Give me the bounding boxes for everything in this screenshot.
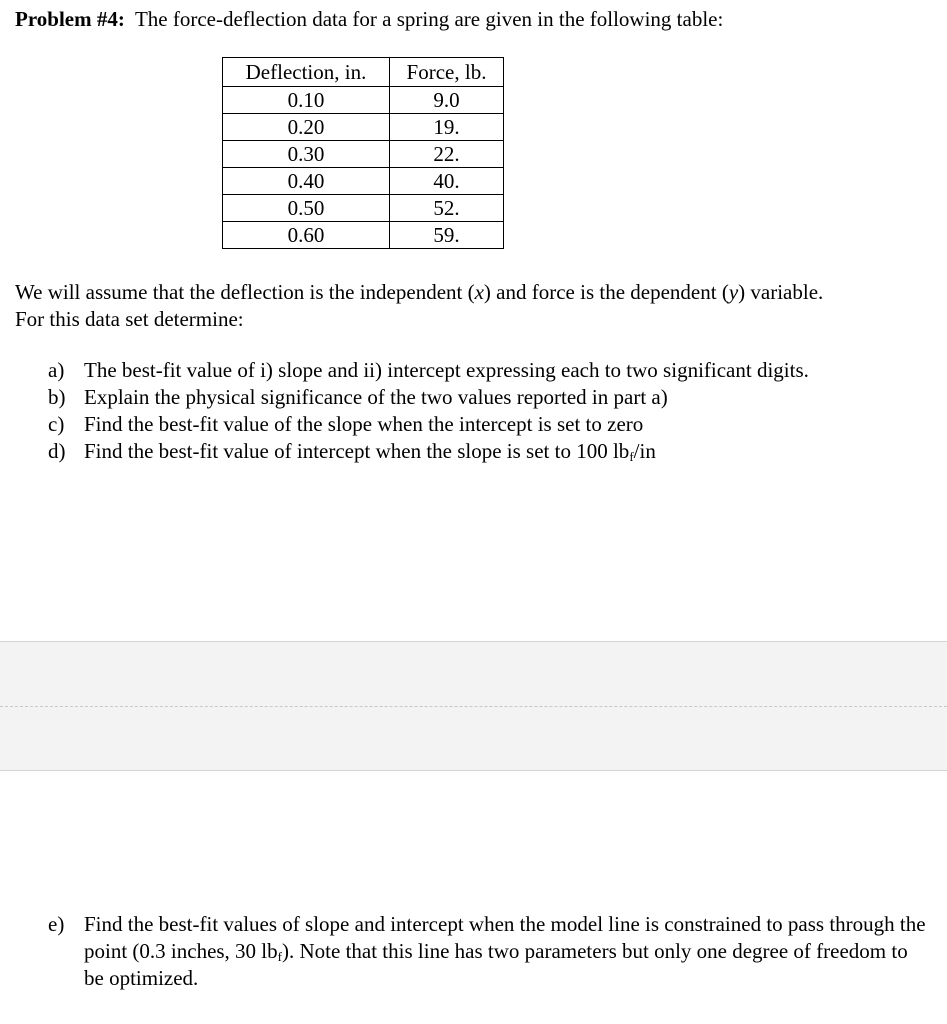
force-cell: 9.0 bbox=[390, 87, 504, 114]
intro-text: We will assume that the deflection is the independent ( bbox=[15, 280, 475, 304]
question-text: The best-fit value of i) slope and ii) intercept expressing each to two significant digits. bbox=[84, 358, 809, 382]
question-text: Explain the physical significance of the two values reported in part a) bbox=[84, 385, 668, 409]
question-label: e) bbox=[48, 912, 65, 936]
question-item bbox=[48, 411, 809, 438]
column-header-force: Force, lb. bbox=[390, 58, 504, 87]
variable-y: y bbox=[728, 280, 739, 304]
table-row bbox=[223, 168, 504, 195]
intro-line-2: For this data set determine: bbox=[15, 307, 244, 331]
table-row bbox=[223, 141, 504, 168]
table-row bbox=[223, 114, 504, 141]
table-row bbox=[223, 222, 504, 249]
problem-title bbox=[15, 3, 723, 35]
force-cell: 19. bbox=[390, 114, 504, 141]
question-item bbox=[48, 438, 809, 465]
force-cell: 52. bbox=[390, 195, 504, 222]
table-row bbox=[223, 195, 504, 222]
dotted-divider bbox=[0, 706, 947, 707]
problem-label: Problem #4: bbox=[15, 7, 125, 31]
question-label: c) bbox=[48, 412, 65, 436]
page-separator-band bbox=[0, 641, 947, 771]
force-deflection-table bbox=[222, 57, 504, 249]
deflection-cell: 0.60 bbox=[223, 222, 390, 249]
problem-statement: The force-deflection data for a spring are given in the following table: bbox=[134, 7, 724, 31]
column-header-deflection: Deflection, in. bbox=[223, 58, 390, 87]
question-item bbox=[48, 357, 809, 384]
question-item bbox=[48, 384, 809, 411]
question-text: Find the best-fit value of the slope when the intercept is set to zero bbox=[84, 412, 644, 436]
deflection-cell: 0.10 bbox=[223, 87, 390, 114]
force-cell: 59. bbox=[390, 222, 504, 249]
force-cell: 22. bbox=[390, 141, 504, 168]
deflection-cell: 0.50 bbox=[223, 195, 390, 222]
question-item-e bbox=[48, 911, 928, 992]
deflection-cell: 0.30 bbox=[223, 141, 390, 168]
variable-x: x bbox=[474, 280, 484, 304]
question-text: Find the best-fit values of slope and intercept when the model line is constrained to pass through the point (0.3 inches, 30 $lb_f$). Note that this line has two parameters but only one degree of freedom to be optimized. bbox=[84, 912, 926, 990]
intro-text: ) variable. bbox=[738, 280, 824, 304]
question-label: d) bbox=[48, 439, 66, 463]
question-label: b) bbox=[48, 385, 66, 409]
intro-text: ) and force is the dependent ( bbox=[483, 280, 729, 304]
question-text: Find the best-fit value of intercept when the slope is set to 100 $lb_f/in$ bbox=[84, 439, 656, 464]
question-list bbox=[48, 357, 809, 465]
table-row bbox=[223, 87, 504, 114]
deflection-cell: 0.20 bbox=[223, 114, 390, 141]
table-header-row bbox=[223, 58, 504, 87]
question-label: a) bbox=[48, 358, 65, 382]
force-cell: 40. bbox=[390, 168, 504, 195]
deflection-cell: 0.40 bbox=[223, 168, 390, 195]
intro-paragraph bbox=[15, 279, 935, 333]
